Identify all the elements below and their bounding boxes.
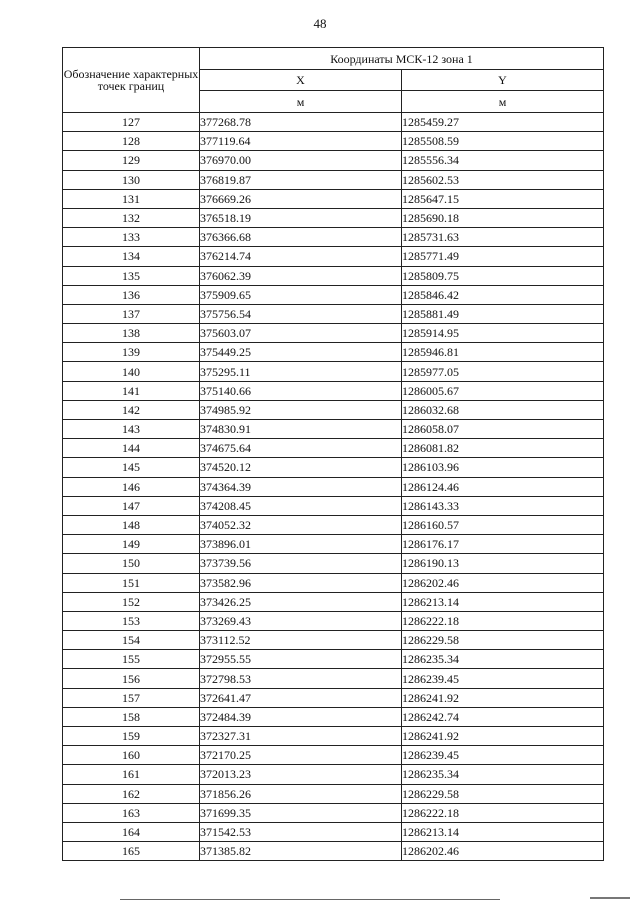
x-coordinate-cell: 373582.96 — [200, 573, 402, 592]
x-coordinate-cell: 373112.52 — [200, 631, 402, 650]
y-axis-header: Y — [402, 70, 604, 91]
x-coordinate-cell: 377119.64 — [200, 132, 402, 151]
table-row — [63, 151, 604, 170]
x-coordinate-cell: 372484.39 — [200, 707, 402, 726]
x-coordinate-cell: 373896.01 — [200, 535, 402, 554]
table-row — [63, 707, 604, 726]
x-coordinate-cell: 374675.64 — [200, 439, 402, 458]
point-id-cell: 157 — [63, 688, 200, 707]
table-row — [63, 784, 604, 803]
y-coordinate-cell: 1285881.49 — [402, 304, 604, 323]
x-coordinate-cell: 372013.23 — [200, 765, 402, 784]
x-coordinate-cell: 374052.32 — [200, 515, 402, 534]
y-coordinate-cell: 1285731.63 — [402, 228, 604, 247]
table-row — [63, 727, 604, 746]
point-id-cell: 163 — [63, 803, 200, 822]
y-coordinate-cell: 1285690.18 — [402, 208, 604, 227]
y-coordinate-cell: 1286032.68 — [402, 400, 604, 419]
table-row — [63, 228, 604, 247]
point-id-cell: 164 — [63, 822, 200, 841]
table-row — [63, 803, 604, 822]
point-designation-header: Обозначение характерных точек границ — [63, 48, 200, 113]
point-id-cell: 143 — [63, 420, 200, 439]
y-coordinate-cell: 1286190.13 — [402, 554, 604, 573]
y-coordinate-cell: 1286103.96 — [402, 458, 604, 477]
y-coordinate-cell: 1286213.14 — [402, 822, 604, 841]
x-coordinate-cell: 373269.43 — [200, 611, 402, 630]
point-id-cell: 141 — [63, 381, 200, 400]
x-coordinate-cell: 376062.39 — [200, 266, 402, 285]
table-row — [63, 324, 604, 343]
table-row — [63, 631, 604, 650]
point-id-cell: 137 — [63, 304, 200, 323]
y-coordinate-cell: 1286124.46 — [402, 477, 604, 496]
point-id-cell: 144 — [63, 439, 200, 458]
scan-mark — [590, 897, 630, 899]
y-coordinate-cell: 1286222.18 — [402, 803, 604, 822]
point-id-cell: 162 — [63, 784, 200, 803]
y-coordinate-cell: 1285977.05 — [402, 362, 604, 381]
table-row — [63, 842, 604, 861]
y-coordinate-cell: 1286202.46 — [402, 842, 604, 861]
table-row — [63, 343, 604, 362]
point-id-cell: 151 — [63, 573, 200, 592]
table-row — [63, 400, 604, 419]
point-id-cell: 130 — [63, 170, 200, 189]
x-coordinate-cell: 372955.55 — [200, 650, 402, 669]
x-coordinate-cell: 375909.65 — [200, 285, 402, 304]
coordinates-table — [62, 47, 604, 861]
point-id-cell: 155 — [63, 650, 200, 669]
table-row — [63, 420, 604, 439]
table-body — [63, 113, 604, 861]
point-id-cell: 165 — [63, 842, 200, 861]
x-coordinate-cell: 376970.00 — [200, 151, 402, 170]
table-row — [63, 611, 604, 630]
table-row — [63, 477, 604, 496]
y-coordinate-cell: 1286213.14 — [402, 592, 604, 611]
y-coordinate-cell: 1286160.57 — [402, 515, 604, 534]
y-coordinate-cell: 1285508.59 — [402, 132, 604, 151]
point-id-cell: 149 — [63, 535, 200, 554]
x-coordinate-cell: 375756.54 — [200, 304, 402, 323]
y-coordinate-cell: 1286242.74 — [402, 707, 604, 726]
table-row — [63, 189, 604, 208]
point-id-cell: 159 — [63, 727, 200, 746]
point-id-cell: 133 — [63, 228, 200, 247]
table-row — [63, 554, 604, 573]
y-coordinate-cell: 1285914.95 — [402, 324, 604, 343]
x-coordinate-cell: 374830.91 — [200, 420, 402, 439]
x-coordinate-cell: 376669.26 — [200, 189, 402, 208]
x-coordinate-cell: 374985.92 — [200, 400, 402, 419]
y-coordinate-cell: 1285556.34 — [402, 151, 604, 170]
x-coordinate-cell: 372798.53 — [200, 669, 402, 688]
x-coordinate-cell: 373739.56 — [200, 554, 402, 573]
x-coordinate-cell: 371542.53 — [200, 822, 402, 841]
point-id-cell: 160 — [63, 746, 200, 765]
x-coordinate-cell: 376518.19 — [200, 208, 402, 227]
y-coordinate-cell: 1286241.92 — [402, 727, 604, 746]
point-id-cell: 129 — [63, 151, 200, 170]
y-coordinate-cell: 1285946.81 — [402, 343, 604, 362]
x-coordinate-cell: 371699.35 — [200, 803, 402, 822]
table-row — [63, 535, 604, 554]
point-id-cell: 153 — [63, 611, 200, 630]
x-coordinate-cell: 372170.25 — [200, 746, 402, 765]
table-row — [63, 247, 604, 266]
y-coordinate-cell: 1285602.53 — [402, 170, 604, 189]
table-row — [63, 688, 604, 707]
table-row — [63, 362, 604, 381]
point-id-cell: 139 — [63, 343, 200, 362]
x-coordinate-cell: 376214.74 — [200, 247, 402, 266]
y-coordinate-cell: 1285771.49 — [402, 247, 604, 266]
point-id-cell: 145 — [63, 458, 200, 477]
y-coordinate-cell: 1286143.33 — [402, 496, 604, 515]
point-id-cell: 135 — [63, 266, 200, 285]
y-coordinate-cell: 1286222.18 — [402, 611, 604, 630]
x-coordinate-cell: 374208.45 — [200, 496, 402, 515]
x-coordinate-cell: 372327.31 — [200, 727, 402, 746]
x-coordinate-cell: 375295.11 — [200, 362, 402, 381]
x-coordinate-cell: 376366.68 — [200, 228, 402, 247]
table-row — [63, 458, 604, 477]
table-row — [63, 765, 604, 784]
point-id-cell: 148 — [63, 515, 200, 534]
y-coordinate-cell: 1286202.46 — [402, 573, 604, 592]
y-coordinate-cell: 1286239.45 — [402, 669, 604, 688]
point-id-cell: 142 — [63, 400, 200, 419]
y-coordinate-cell: 1286229.58 — [402, 631, 604, 650]
x-unit-header: м — [200, 91, 402, 113]
table-row — [63, 170, 604, 189]
table-row — [63, 113, 604, 132]
point-id-cell: 131 — [63, 189, 200, 208]
y-coordinate-cell: 1285809.75 — [402, 266, 604, 285]
y-coordinate-cell: 1286239.45 — [402, 746, 604, 765]
y-coordinate-cell: 1286176.17 — [402, 535, 604, 554]
point-id-cell: 161 — [63, 765, 200, 784]
page-number: 48 — [313, 16, 327, 31]
table-row — [63, 496, 604, 515]
point-id-cell: 140 — [63, 362, 200, 381]
table-row — [63, 746, 604, 765]
table-row — [63, 266, 604, 285]
y-coordinate-cell: 1286081.82 — [402, 439, 604, 458]
x-coordinate-cell: 376819.87 — [200, 170, 402, 189]
point-id-cell: 127 — [63, 113, 200, 132]
point-id-cell: 150 — [63, 554, 200, 573]
y-coordinate-cell: 1286005.67 — [402, 381, 604, 400]
point-id-cell: 147 — [63, 496, 200, 515]
x-coordinate-cell: 375449.25 — [200, 343, 402, 362]
table-row — [63, 573, 604, 592]
point-id-cell: 154 — [63, 631, 200, 650]
x-coordinate-cell: 371856.26 — [200, 784, 402, 803]
table-row — [63, 650, 604, 669]
point-id-cell: 138 — [63, 324, 200, 343]
y-coordinate-cell: 1286058.07 — [402, 420, 604, 439]
point-id-cell: 156 — [63, 669, 200, 688]
y-coordinate-cell: 1286229.58 — [402, 784, 604, 803]
x-axis-header: X — [200, 70, 402, 91]
y-coordinate-cell: 1285459.27 — [402, 113, 604, 132]
x-coordinate-cell: 373426.25 — [200, 592, 402, 611]
x-coordinate-cell: 375603.07 — [200, 324, 402, 343]
y-coordinate-cell: 1286241.92 — [402, 688, 604, 707]
table-row — [63, 381, 604, 400]
point-id-cell: 134 — [63, 247, 200, 266]
table-row — [63, 592, 604, 611]
x-coordinate-cell: 375140.66 — [200, 381, 402, 400]
table-row — [63, 822, 604, 841]
point-id-cell: 128 — [63, 132, 200, 151]
table-row — [63, 439, 604, 458]
table-header — [63, 48, 604, 113]
y-coordinate-cell: 1285647.15 — [402, 189, 604, 208]
x-coordinate-cell: 372641.47 — [200, 688, 402, 707]
point-id-cell: 158 — [63, 707, 200, 726]
x-coordinate-cell: 374520.12 — [200, 458, 402, 477]
coordinate-system-header: Координаты МСК-12 зона 1 — [200, 48, 604, 70]
y-coordinate-cell: 1286235.34 — [402, 765, 604, 784]
point-id-cell: 152 — [63, 592, 200, 611]
x-coordinate-cell: 371385.82 — [200, 842, 402, 861]
table-row — [63, 208, 604, 227]
table-row — [63, 132, 604, 151]
table-row — [63, 285, 604, 304]
table-row — [63, 304, 604, 323]
point-id-cell: 146 — [63, 477, 200, 496]
x-coordinate-cell: 374364.39 — [200, 477, 402, 496]
table-row — [63, 515, 604, 534]
x-coordinate-cell: 377268.78 — [200, 113, 402, 132]
point-id-cell: 132 — [63, 208, 200, 227]
y-coordinate-cell: 1286235.34 — [402, 650, 604, 669]
y-unit-header: м — [402, 91, 604, 113]
point-id-cell: 136 — [63, 285, 200, 304]
footer-rule — [120, 899, 500, 900]
table-row — [63, 669, 604, 688]
y-coordinate-cell: 1285846.42 — [402, 285, 604, 304]
